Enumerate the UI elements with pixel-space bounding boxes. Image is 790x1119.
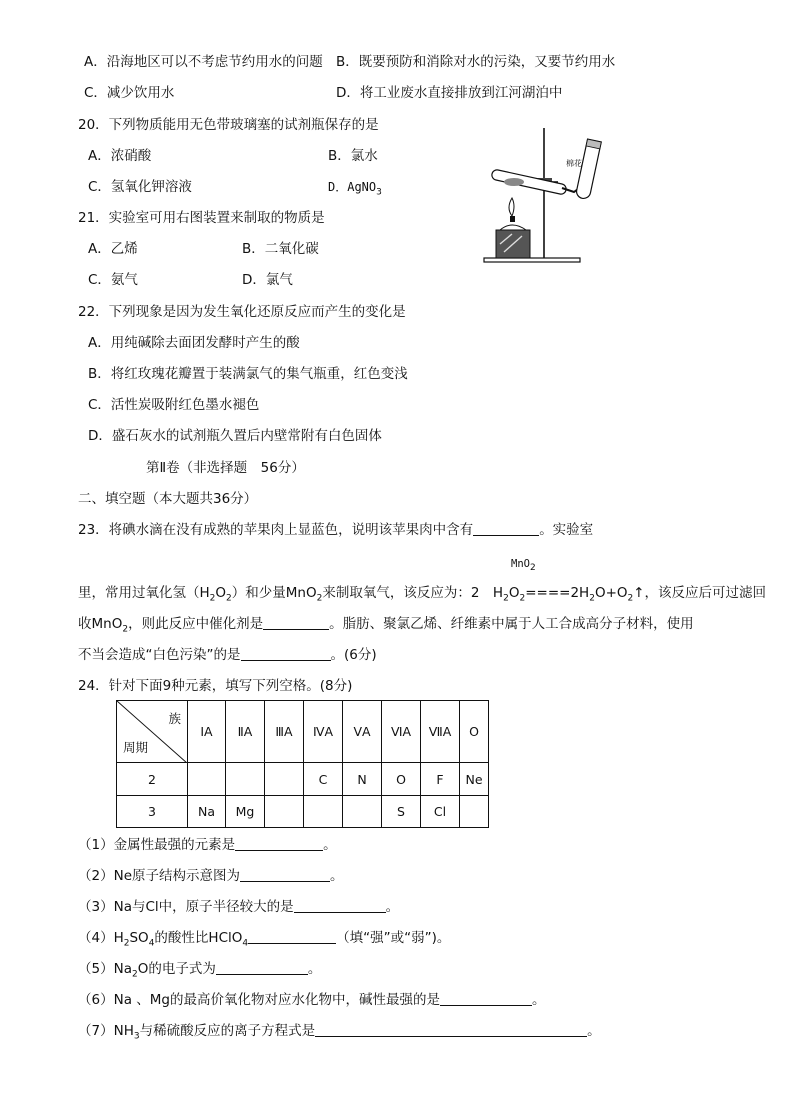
answer-blank[interactable] xyxy=(235,836,323,851)
alcohol-lamp xyxy=(500,225,526,230)
element-cell xyxy=(265,763,304,796)
element-cell: F xyxy=(421,763,460,796)
answer-blank[interactable] xyxy=(315,1022,587,1037)
answer-blank[interactable] xyxy=(240,867,330,882)
q23-line-3: 收MnO$_2$，则此反应中催化剂是 。脂肪、聚氯乙烯、纤维素中属于人工合成高分子材料，使用 xyxy=(78,616,694,635)
solid-reagent xyxy=(504,178,524,186)
answer-blank[interactable] xyxy=(440,991,532,1006)
element-cell: N xyxy=(343,763,382,796)
group-header: O xyxy=(460,701,489,763)
q20-option-a: A．浓硝酸 xyxy=(88,148,152,164)
q19-option-a: A．沿海地区可以不考虑节约用水的问题 xyxy=(84,54,323,70)
group-header: ⅦA xyxy=(421,701,460,763)
q24-part-5: $(5)Na_2O$的电子式为 。 xyxy=(78,961,322,980)
element-cell: O xyxy=(382,763,421,796)
q24-part-4: $(4)H_2SO_4$的酸性比HClO$_4$ （填“强”或“弱”)。 xyxy=(78,930,451,949)
catalyst-label: MnO$_2$ xyxy=(511,558,536,574)
element-cell xyxy=(226,763,265,796)
element-cell: Cl xyxy=(421,796,460,828)
element-cell xyxy=(343,796,382,828)
part2-title: 第Ⅱ卷（非选择题 56分） xyxy=(146,460,305,476)
q19-option-d: D．将工业废水直接排放到江河湖泊中 xyxy=(336,85,563,101)
group-header: ⅥA xyxy=(382,701,421,763)
period-cell: 2 xyxy=(117,763,188,796)
group-header: ⅢA xyxy=(265,701,304,763)
header-group-label: 族 xyxy=(168,711,181,726)
group-header: ⅣA xyxy=(304,701,343,763)
q21-option-b: B．二氧化碳 xyxy=(242,241,319,257)
element-cell xyxy=(460,796,489,828)
element-cell xyxy=(265,796,304,828)
element-cell: S xyxy=(382,796,421,828)
q19-option-b: B．既要预防和消除对水的污染，又要节约用水 xyxy=(336,54,616,70)
q19-option-c: C．减少饮用水 xyxy=(84,85,175,101)
answer-blank[interactable] xyxy=(216,960,308,975)
section-heading: 二、填空题（本大题共36分） xyxy=(78,491,258,507)
period-cell: 3 xyxy=(117,796,188,828)
answer-blank[interactable] xyxy=(294,898,386,913)
q24-part-6: （6）Na 、Mg的最高价氧化物对应水化物中，碱性最强的是 。 xyxy=(78,992,546,1008)
q24-stem: 24．针对下面9种元素，填写下列空格。(8分) xyxy=(78,678,353,694)
q22-option-b: B．将红玫瑰花瓣置于装满氯气的集气瓶重，红色变浅 xyxy=(88,366,408,382)
q20-option-b: B．氯水 xyxy=(328,148,378,164)
element-cell: Na xyxy=(188,796,226,828)
table-header-diagonal-cell xyxy=(117,701,188,763)
q21-option-d: D．氯气 xyxy=(242,272,293,288)
q20-stem: 20．下列物质能用无色带玻璃塞的试剂瓶保存的是 xyxy=(78,117,379,133)
q23-line-4: 不当会造成“白色污染”的是 。(6分) xyxy=(78,647,377,663)
answer-blank[interactable] xyxy=(263,615,329,630)
stand-base xyxy=(484,258,580,262)
q23-line-2: 里，常用过氧化氢$(H_2O_2)$和少量MnO$_2$来制取氧气，该反应为：2 $H_2O_2====2H_2O+O_2↑$，该反应后可过滤回 xyxy=(78,585,767,604)
q24-part-3: （3）Na与Cl中，原子半径较大的是 。 xyxy=(78,899,400,915)
lab-apparatus-figure xyxy=(478,126,618,266)
table-row xyxy=(117,796,489,828)
test-tube xyxy=(492,170,566,194)
q21-stem: 21．实验室可用右图装置来制取的物质是 xyxy=(78,210,325,226)
answer-blank[interactable] xyxy=(241,646,331,661)
table-row xyxy=(117,763,489,796)
q20-option-c: C．氢氧化钾溶液 xyxy=(88,179,192,195)
header-period-label: 周期 xyxy=(123,740,149,755)
periodic-table xyxy=(116,700,489,828)
group-header: ⅡA xyxy=(226,701,265,763)
group-header: ⅠA xyxy=(188,701,226,763)
answer-blank[interactable] xyxy=(473,521,539,536)
q24-part-2: （2）Ne原子结构示意图为 。 xyxy=(78,868,344,884)
flame xyxy=(509,198,514,216)
answer-blank[interactable] xyxy=(248,929,336,944)
element-cell: C xyxy=(304,763,343,796)
element-cell xyxy=(188,763,226,796)
element-cell: Mg xyxy=(226,796,265,828)
q24-part-1: （1）金属性最强的元素是 。 xyxy=(78,837,337,853)
q22-option-a: A．用纯碱除去面团发酵时产生的酸 xyxy=(88,335,300,351)
q22-stem: 22．下列现象是因为发生氧化还原反应而产生的变化是 xyxy=(78,304,406,320)
q24-part-7: $(7)NH_3$与稀硫酸反应的离子方程式是 。 xyxy=(78,1023,601,1042)
group-header: ⅤA xyxy=(343,701,382,763)
q21-option-a: A．乙烯 xyxy=(88,241,138,257)
cotton-label: 棉花 xyxy=(566,159,582,168)
q20-option-d: D．AgNO$_3$ xyxy=(328,180,382,198)
lamp-wick xyxy=(510,216,515,222)
element-cell: Ne xyxy=(460,763,489,796)
q23-line-1: 23．将碘水滴在没有成熟的苹果肉上显蓝色，说明该苹果肉中含有 。实验室 xyxy=(78,522,594,538)
q22-option-d: D．盛石灰水的试剂瓶久置后内壁常附有白色固体 xyxy=(88,428,382,444)
q22-option-c: C．活性炭吸附红色墨水褪色 xyxy=(88,397,260,413)
q21-option-c: C．氨气 xyxy=(88,272,138,288)
element-cell xyxy=(304,796,343,828)
